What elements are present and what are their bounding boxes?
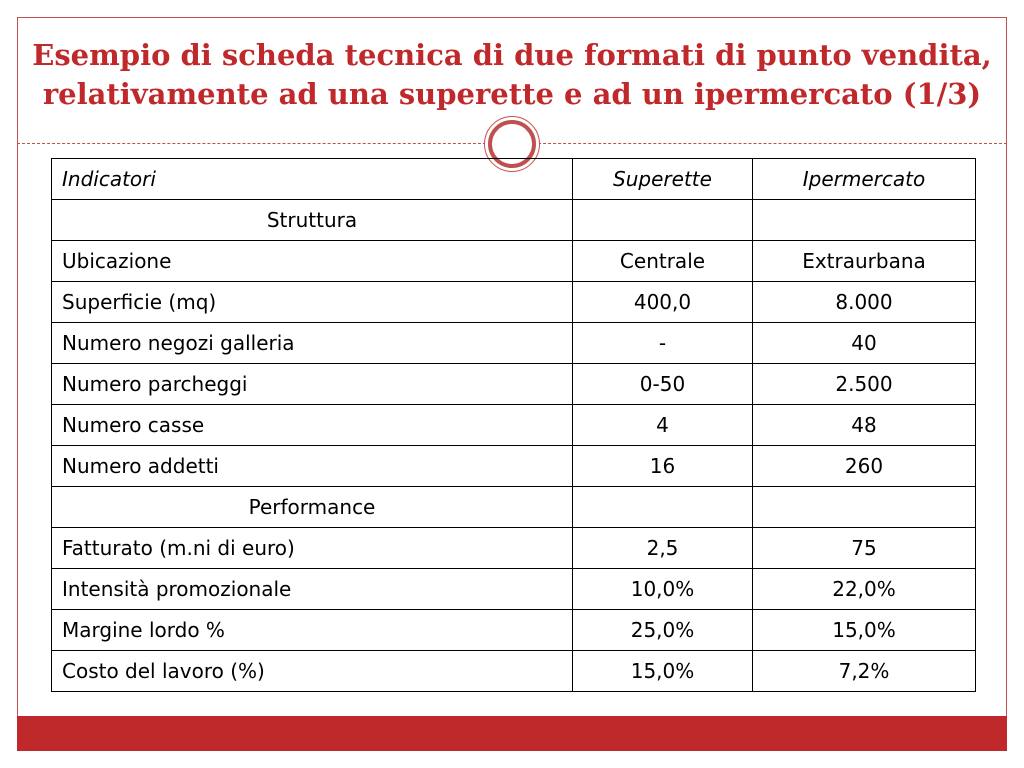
indicator-cell: Superficie (mq) bbox=[52, 282, 573, 323]
section-row-struttura bbox=[52, 200, 976, 241]
empty-cell bbox=[753, 200, 976, 241]
indicator-cell: Ubicazione bbox=[52, 241, 573, 282]
title-line-1: Esempio di scheda tecnica di due formati di punto vendita, bbox=[32, 38, 992, 72]
indicator-cell: Numero casse bbox=[52, 405, 573, 446]
indicator-cell: Costo del lavoro (%) bbox=[52, 651, 573, 692]
empty-cell bbox=[753, 487, 976, 528]
table-row bbox=[52, 323, 976, 364]
ipermercato-cell: 15,0% bbox=[753, 610, 976, 651]
table-row bbox=[52, 241, 976, 282]
ipermercato-cell: 7,2% bbox=[753, 651, 976, 692]
ipermercato-cell: 75 bbox=[753, 528, 976, 569]
indicator-cell: Margine lordo % bbox=[52, 610, 573, 651]
table-row bbox=[52, 364, 976, 405]
ipermercato-cell: 8.000 bbox=[753, 282, 976, 323]
empty-cell bbox=[573, 200, 753, 241]
superette-cell: - bbox=[573, 323, 753, 364]
table-row bbox=[52, 446, 976, 487]
ipermercato-cell: 48 bbox=[753, 405, 976, 446]
superette-cell: 400,0 bbox=[573, 282, 753, 323]
indicator-cell: Numero addetti bbox=[52, 446, 573, 487]
ipermercato-cell: Extraurbana bbox=[753, 241, 976, 282]
table-row bbox=[52, 610, 976, 651]
indicator-cell: Intensità promozionale bbox=[52, 569, 573, 610]
section-row-performance bbox=[52, 487, 976, 528]
title-line-2: relativamente ad una superette e ad un ipermercato (1/3) bbox=[42, 77, 982, 111]
header-row bbox=[52, 159, 976, 200]
superette-cell: 10,0% bbox=[573, 569, 753, 610]
ipermercato-cell: 40 bbox=[753, 323, 976, 364]
table-row bbox=[52, 528, 976, 569]
indicator-cell: Numero parcheggi bbox=[52, 364, 573, 405]
superette-cell: Centrale bbox=[573, 241, 753, 282]
header-superette: Superette bbox=[573, 159, 753, 200]
table-row bbox=[52, 405, 976, 446]
superette-cell: 4 bbox=[573, 405, 753, 446]
ipermercato-cell: 22,0% bbox=[753, 569, 976, 610]
table-row bbox=[52, 651, 976, 692]
section-label: Performance bbox=[52, 487, 573, 528]
spec-table bbox=[51, 158, 976, 692]
header-indicatori: Indicatori bbox=[52, 159, 573, 200]
ipermercato-cell: 260 bbox=[753, 446, 976, 487]
table-row bbox=[52, 569, 976, 610]
table-row bbox=[52, 282, 976, 323]
ipermercato-cell: 2.500 bbox=[753, 364, 976, 405]
indicator-cell: Numero negozi galleria bbox=[52, 323, 573, 364]
superette-cell: 25,0% bbox=[573, 610, 753, 651]
section-label: Struttura bbox=[52, 200, 573, 241]
indicator-cell: Fatturato (m.ni di euro) bbox=[52, 528, 573, 569]
header-ipermercato: Ipermercato bbox=[753, 159, 976, 200]
superette-cell: 15,0% bbox=[573, 651, 753, 692]
superette-cell: 16 bbox=[573, 446, 753, 487]
superette-cell: 0-50 bbox=[573, 364, 753, 405]
footer-bar bbox=[17, 716, 1007, 751]
empty-cell bbox=[573, 487, 753, 528]
superette-cell: 2,5 bbox=[573, 528, 753, 569]
slide-title bbox=[17, 36, 1007, 114]
